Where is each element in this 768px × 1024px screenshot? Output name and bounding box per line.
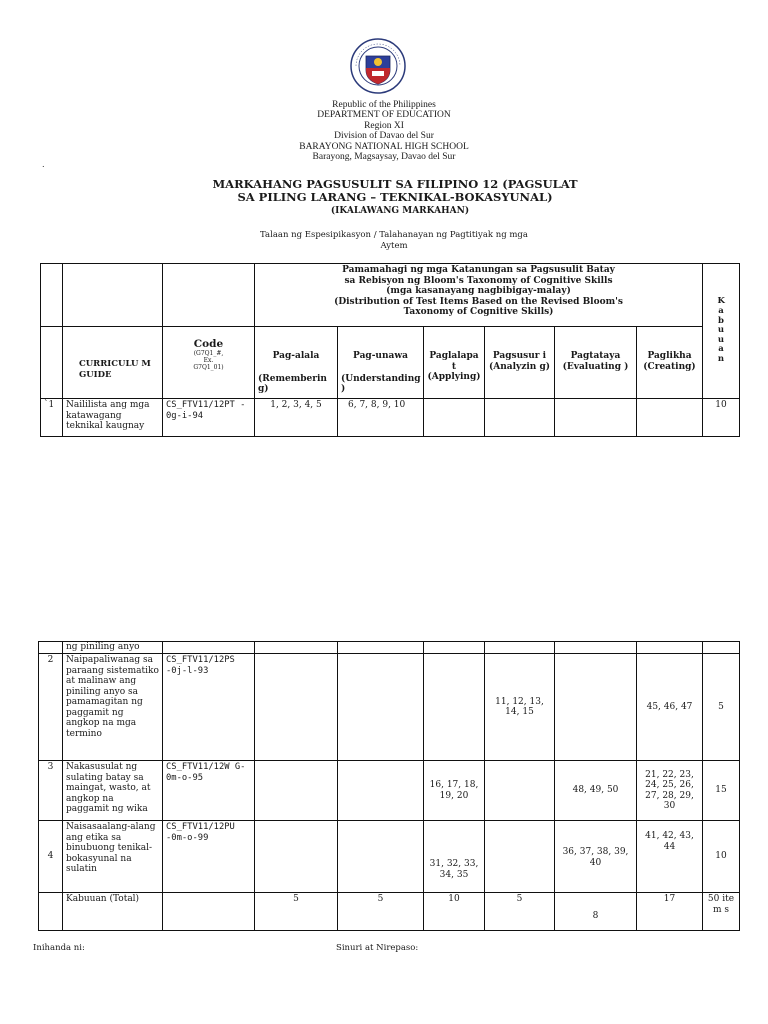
- bloom-group-header: Pamamahagi ng mga Katanungan sa Pagsusulit Batay sa Rebisyon ng Bloom's Taxonomy of Cognitive Skills (mga kasanayang nagbibigay-malay) (Distribution of Test Items Based on the Revised Bloom's Taxonomy of Cognitive Skills): [255, 264, 703, 327]
- department-line: DEPARTMENT OF EDUCATION: [317, 110, 451, 120]
- table-row: [39, 821, 740, 893]
- curriculum-guide-cell: Naipapaliwanag sa paraang sistematiko at malinaw ang piniling anyo sa pamamagitan ng paggamit ng angkop na mga termino: [63, 654, 163, 761]
- blank-cell: [163, 642, 255, 654]
- analyzing-items: [485, 399, 555, 437]
- prepared-by-label: Inihanda ni:: [33, 943, 85, 953]
- total-evaluating: 8: [555, 893, 637, 931]
- stray-dot: .: [42, 160, 45, 169]
- evaluating-items: [555, 654, 637, 761]
- code-header: Code (G7Q1_#, Ex. G7Q1_01): [163, 327, 255, 399]
- blank-cell: [703, 642, 740, 654]
- blank-cell: [637, 642, 703, 654]
- total-applying: 10: [424, 893, 485, 931]
- row-number: 3: [39, 761, 63, 821]
- code-cell: CS_FTV11/12PS -0j-l-93: [163, 654, 255, 761]
- analyzing-items: [485, 761, 555, 821]
- skill-creating-header: Paglikha (Creating): [637, 327, 703, 399]
- deped-seal-logo: [350, 38, 406, 94]
- blank-cell: [41, 327, 63, 399]
- blank-cell: [555, 642, 637, 654]
- blank-cell: [424, 642, 485, 654]
- row-number: 2: [39, 654, 63, 761]
- division-line: Division of Davao del Sur: [334, 131, 434, 141]
- kabuuan-header: Kabuuan: [703, 264, 740, 399]
- row-total: 10: [703, 399, 740, 437]
- remembering-items: [255, 654, 338, 761]
- remembering-items: [255, 821, 338, 893]
- creating-items: [637, 399, 703, 437]
- talaan-line-2: Aytem: [380, 241, 408, 251]
- understanding-items: [338, 654, 424, 761]
- curriculum-guide-cell: Naisasaalang-alang ang etika sa binubuong tenikal-bokasyunal na sulatin: [63, 821, 163, 893]
- grand-total: 50 item s: [703, 893, 740, 931]
- applying-items: 16, 17, 18, 19, 20: [424, 761, 485, 821]
- blank-cell: [485, 642, 555, 654]
- analyzing-items: [485, 821, 555, 893]
- row-total: 5: [703, 654, 740, 761]
- understanding-items: [338, 821, 424, 893]
- skill-analyzing-header: Pagsusur i (Analyzin g): [485, 327, 555, 399]
- totals-label: Kabuuan (Total): [63, 893, 163, 931]
- curriculum-guide-cell: Naililista ang mga katawagang teknikal kaugnay: [63, 399, 163, 437]
- tos-table-bottom: [38, 641, 740, 931]
- analyzing-items: 11, 12, 13, 14, 15: [485, 654, 555, 761]
- total-understanding: 5: [338, 893, 424, 931]
- row-total: 15: [703, 761, 740, 821]
- document-title: [0, 178, 768, 204]
- quarter-label: (IKALAWANG MARKAHAN): [330, 206, 470, 216]
- understanding-items: [338, 761, 424, 821]
- row-total: 10: [703, 821, 740, 893]
- remembering-items: [255, 761, 338, 821]
- total-remembering: 5: [255, 893, 338, 931]
- skill-understanding-header: Pag-unawa (Understanding ): [338, 327, 424, 399]
- talaan-subtitle: [244, 230, 544, 252]
- blank-cell: [338, 642, 424, 654]
- evaluating-items: 36, 37, 38, 39, 40: [555, 821, 637, 893]
- blank-cell: [39, 893, 63, 931]
- code-cell: CS_FTV11/12PT - 0g-i-94: [163, 399, 255, 437]
- understanding-items: 6, 7, 8, 9, 10: [338, 399, 424, 437]
- evaluating-items: 48, 49, 50: [555, 761, 637, 821]
- curriculum-guide-cell: Nakasusulat ng sulating batay sa maingat, wasto, at angkop na paggamit ng wika: [63, 761, 163, 821]
- row-number: 4: [39, 821, 63, 893]
- blank-cell: [163, 893, 255, 931]
- code-cell: CS_FTV11/12W G-0m-o-95: [163, 761, 255, 821]
- applying-items: 31, 32, 33, 34, 35: [424, 821, 485, 893]
- checked-by-label: Sinuri at Nirepaso:: [336, 943, 419, 953]
- creating-items: 21, 22, 23, 24, 25, 26, 27, 28, 29, 30: [637, 761, 703, 821]
- tos-table-top: [40, 263, 740, 437]
- blank-cell: [41, 264, 63, 327]
- region-line: Region XI: [364, 121, 404, 131]
- evaluating-items: [555, 399, 637, 437]
- talaan-line-1: Talaan ng Espesipikasyon / Talahanayan ng Pagtitiyak ng mga: [260, 230, 528, 240]
- skill-evaluating-header: Pagtataya (Evaluating ): [555, 327, 637, 399]
- totals-row: [39, 893, 740, 931]
- total-analyzing: 5: [485, 893, 555, 931]
- remembering-items: 1, 2, 3, 4, 5: [255, 399, 338, 437]
- blank-cell: [63, 264, 163, 327]
- school-address: Barayong, Magsaysay, Davao del Sur: [312, 152, 456, 162]
- curriculum-guide-header: CURRICULU M GUIDE: [63, 327, 163, 399]
- blank-cell: [39, 642, 63, 654]
- total-creating: 17: [637, 893, 703, 931]
- curriculum-guide-continued: ng piniling anyo: [63, 642, 163, 654]
- republic-line: Republic of the Philippines: [332, 100, 436, 110]
- table-row: [39, 654, 740, 761]
- code-cell: CS_FTV11/12PU -0m-o-99: [163, 821, 255, 893]
- row-number: `1: [41, 399, 63, 437]
- school-name: BARAYONG NATIONAL HIGH SCHOOL: [299, 142, 469, 152]
- blank-cell: [255, 642, 338, 654]
- applying-items: [424, 399, 485, 437]
- creating-items: 45, 46, 47: [637, 654, 703, 761]
- title-line-1: MARKAHANG PAGSUSULIT SA FILIPINO 12 (PAGSULAT: [212, 177, 578, 191]
- blank-cell: [163, 264, 255, 327]
- skill-remembering-header: Pag-alala (Rememberin g): [255, 327, 338, 399]
- creating-items: 41, 42, 43, 44: [637, 821, 703, 893]
- skill-applying-header: Paglalapa t (Applying): [424, 327, 485, 399]
- applying-items: [424, 654, 485, 761]
- title-line-2: SA PILING LARANG – TEKNIKAL-BOKASYUNAL): [237, 190, 553, 204]
- table-row: [39, 761, 740, 821]
